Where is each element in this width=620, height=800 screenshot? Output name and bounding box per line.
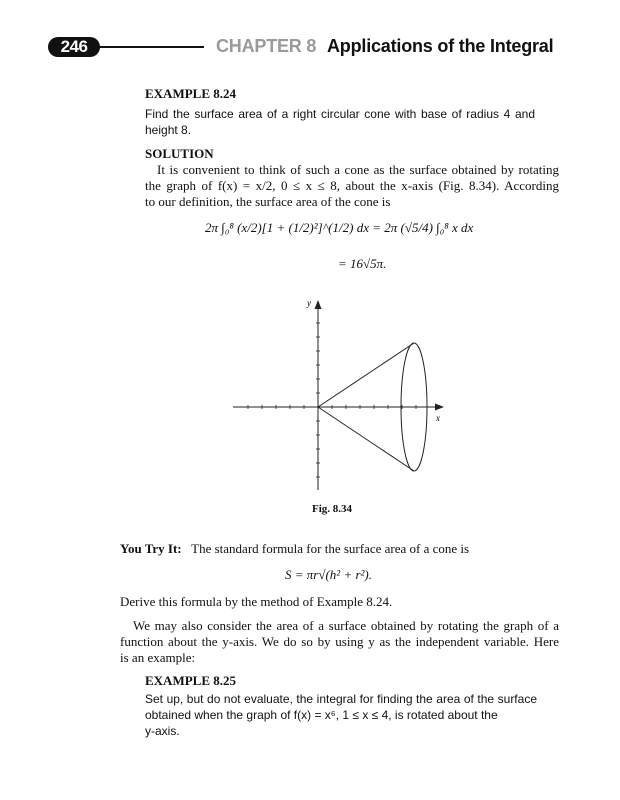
cone-figure-axes [233,304,440,490]
derive-instruction: Derive this formula by the method of Example 8.24. [120,594,393,609]
cone-area-formula [285,567,372,583]
solution-line3: to our definition, the surface area of the cone is [145,194,391,209]
page-number-badge: 246 [48,37,100,57]
paragraph-line2: function about the y-axis. We do so by using y as the independent variable. Here [120,634,559,649]
you-try-it-text: The standard formula for the surface area of a cone is [191,541,470,556]
solution-heading: SOLUTION [145,146,214,161]
x-axis-arrow [435,404,444,411]
cone-lower-edge [318,407,414,471]
y-axis-arrow [315,300,322,309]
you-try-it-label: You Try It: [120,541,182,556]
figure-caption: Fig. 8.34 [312,503,353,515]
solution-line1: It is convenient to think of such a cone as the surface obtained by rotating [157,162,559,177]
example-824-problem-line2: height 8. [145,123,192,137]
example-824-problem-line1: Find the surface area of a right circular cone with base of radius 4 and [145,107,535,121]
chapter-title: Applications of the Integral [327,36,554,56]
chapter-label: CHAPTER 8 [216,36,317,56]
cone-area-formula-text: S = πr√(h² + r²). [285,567,373,582]
example-824-heading: EXAMPLE 8.24 [145,86,236,101]
x-axis-label: x [436,413,440,423]
surface-area-result [338,256,386,272]
example-825-heading: EXAMPLE 8.25 [145,673,236,688]
cone-upper-edge [318,343,414,407]
example-825-line1: Set up, but do not evaluate, the integral for finding the area of the surface [145,692,537,706]
header-rule [96,46,204,48]
example-825-line3: y-axis. [145,724,180,738]
paragraph-line1: We may also consider the area of a surface obtained by rotating the graph of a [133,618,559,633]
surface-area-equation [205,220,490,236]
cone-figure [225,290,455,495]
you-try-it-line [120,541,469,557]
solution-line2: the graph of f(x) = x/2, 0 ≤ x ≤ 8, about the x-axis (Fig. 8.34). According [145,178,559,193]
surface-area-equation-text: 2π ∫₀⁸ (x/2)[1 + (1/2)²]^(1/2) dx = 2π (√5/4) ∫₀⁸ x dx [205,220,474,235]
example-825-line2: obtained when the graph of f(x) = x⁶, 1 ≤ x ≤ 4, is rotated about the [145,708,498,722]
y-axis-label: y [307,298,311,308]
surface-area-result-text: = 16√5π. [338,256,387,271]
paragraph-line3: is an example: [120,650,196,665]
